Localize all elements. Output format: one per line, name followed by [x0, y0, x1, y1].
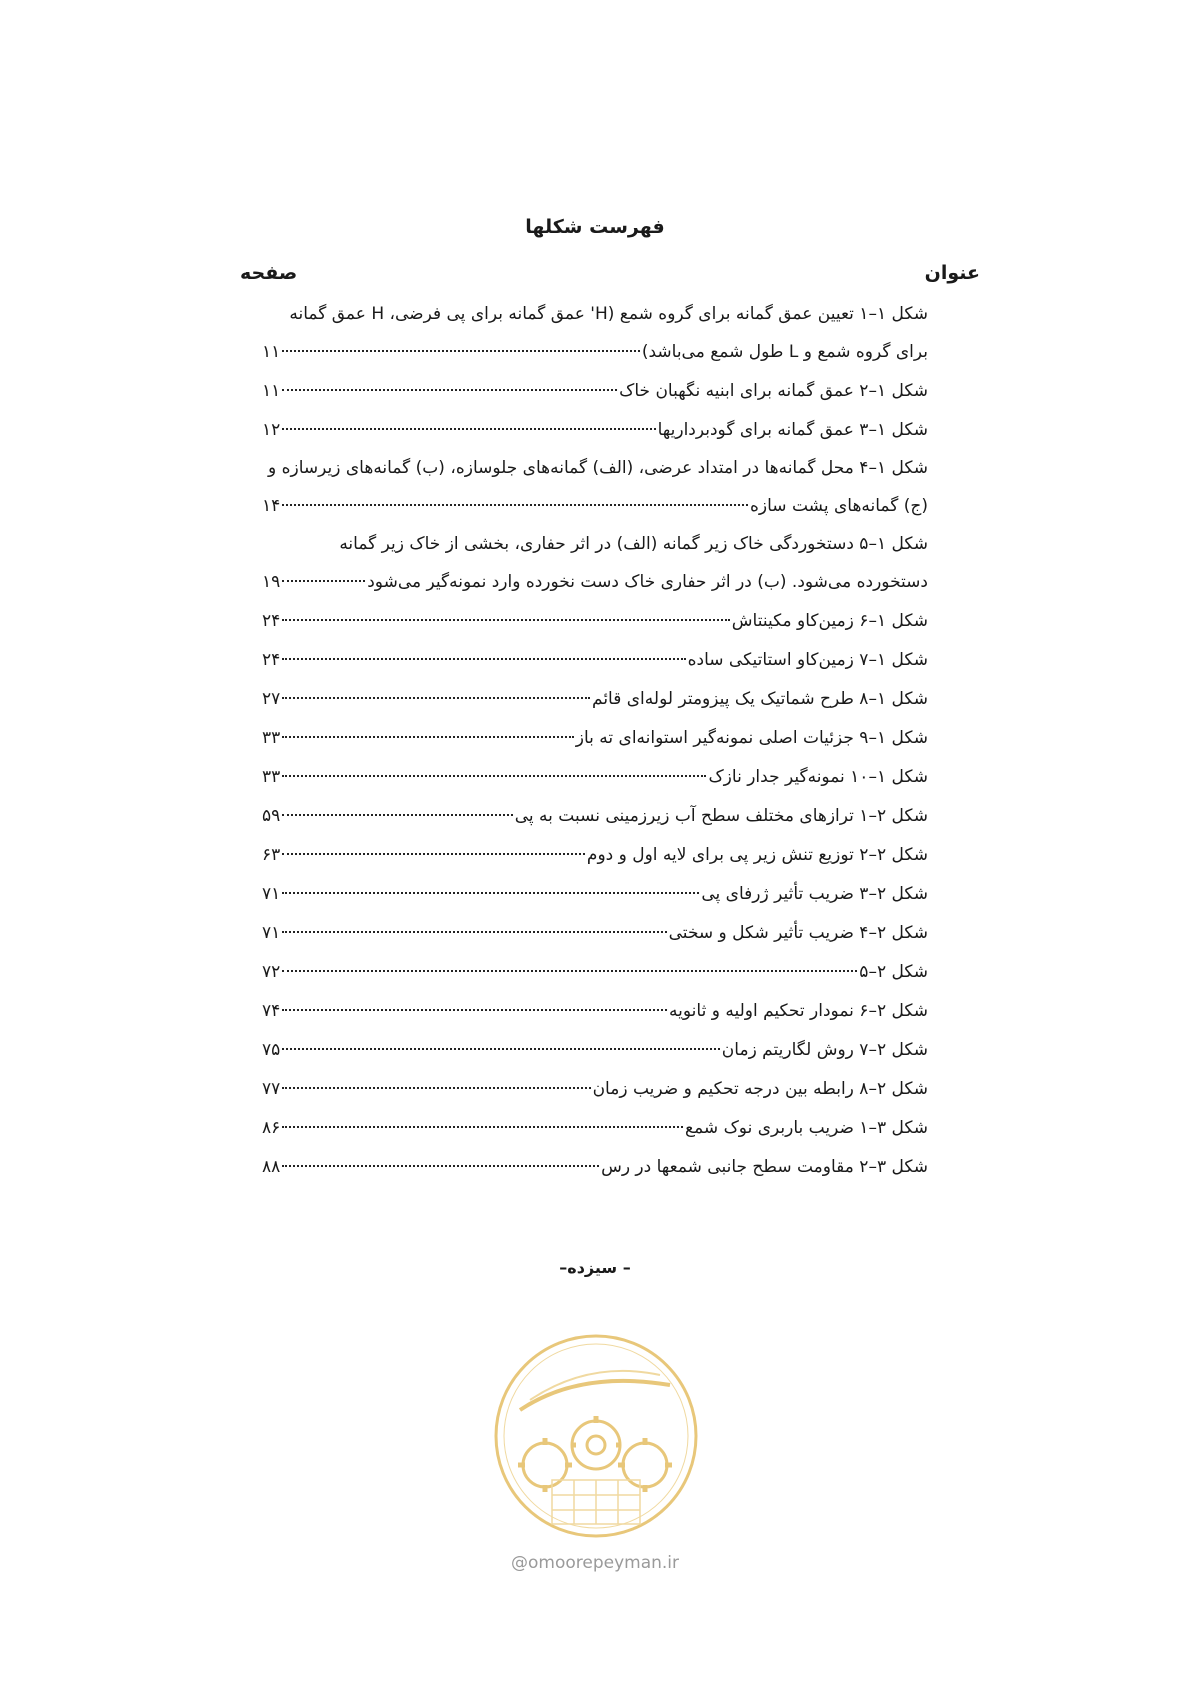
dot-leader — [282, 735, 573, 738]
toc-entry[interactable] — [262, 450, 928, 526]
toc-entry-title: شکل ۲–۳ ضریب تأثیر ژرفای پی — [701, 884, 928, 904]
toc-entry[interactable] — [262, 1148, 928, 1187]
toc-entry-page: ۲۷ — [262, 689, 281, 709]
toc-entry[interactable] — [262, 641, 928, 680]
toc-entry-title: شکل ۲–۵ — [859, 962, 928, 982]
toc-entry-page: ۱۹ — [262, 572, 281, 592]
toc-entry-title-line: شکل ۱–۵ دستخوردگی خاک زیر گمانه (الف) در اثر حفاری، بخشی از خاک زیر گمانه — [339, 534, 928, 554]
toc-entry[interactable] — [262, 875, 928, 914]
toc-entry-page: ۷۷ — [262, 1079, 281, 1099]
toc-entry-page: ۱۱ — [262, 381, 281, 401]
toc-entry-page: ۶۳ — [262, 845, 281, 865]
toc-entry-page: ۷۲ — [262, 962, 281, 982]
toc-entry-title: شکل ۱–۶ زمین‌کاو مکینتاش — [731, 611, 928, 631]
toc-entry[interactable] — [262, 411, 928, 450]
toc-entry-page: ۱۱ — [262, 342, 281, 362]
column-header-title: عنوان — [924, 262, 980, 284]
toc-entry[interactable] — [262, 719, 928, 758]
toc-entry-page: ۷۵ — [262, 1040, 281, 1060]
dot-leader — [282, 1047, 720, 1050]
toc-entry[interactable] — [262, 797, 928, 836]
toc-entry-title: شکل ۲–۲ توزیع تنش زیر پی برای لایه اول و دوم — [586, 845, 928, 865]
toc-entry-page: ۸۸ — [262, 1157, 281, 1177]
toc-entry-title-line: شکل ۱–۱ تعیین عمق گمانه برای گروه شمع (H' عمق گمانه برای پی فرضی، H عمق گمانه — [289, 304, 928, 324]
toc-entry-page: ۳۳ — [262, 767, 281, 787]
toc-entry-page: ۱۲ — [262, 420, 281, 440]
toc-entry-title: شکل ۱–۹ جزئیات اصلی نمونه‌گیر استوانه‌ای ته باز — [575, 728, 928, 748]
toc-entry-title: دستخورده می‌شود. (ب) در اثر حفاری خاک دست نخورده وارد نمونه‌گیر می‌شود — [367, 572, 928, 592]
toc-entry-title: برای گروه شمع و L طول شمع می‌باشد) — [641, 342, 928, 362]
dot-leader — [282, 1008, 667, 1011]
page-title: فهرست شکلها — [525, 216, 665, 238]
toc-entry-page: ۷۱ — [262, 923, 281, 943]
toc-entry[interactable] — [262, 602, 928, 641]
toc-entry-title: شکل ۲–۱ ترازهای مختلف سطح آب زیرزمینی نسبت به پی — [514, 806, 928, 826]
toc-entry-page: ۵۹ — [262, 806, 281, 826]
toc-entry-title: (ج) گمانه‌های پشت سازه — [750, 496, 928, 516]
toc-entry[interactable] — [262, 914, 928, 953]
toc-entry[interactable] — [262, 680, 928, 719]
watermark-url: @omoorepeyman.ir — [510, 1553, 680, 1573]
toc-entry-title: شکل ۲–۷ روش لگاریتم زمان — [721, 1040, 928, 1060]
toc-entry-page: ۷۱ — [262, 884, 281, 904]
dot-leader — [282, 891, 699, 894]
toc-entry-title: شکل ۳–۱ ضریب باربری نوک شمع — [685, 1118, 928, 1138]
dot-leader — [282, 1125, 683, 1128]
dot-leader — [282, 503, 748, 506]
toc-entry[interactable] — [262, 1109, 928, 1148]
watermark-logo — [490, 1330, 702, 1542]
toc-entry[interactable] — [262, 1031, 928, 1070]
toc-entry-title: شکل ۳–۲ مقاومت سطح جانبی شمعها در رس — [601, 1157, 928, 1177]
toc-entry-page: ۲۴ — [262, 650, 281, 670]
dot-leader — [282, 657, 685, 660]
toc-entry-title: شکل ۲–۸ رابطه بین درجه تحکیم و ضریب زمان — [592, 1079, 928, 1099]
toc-entry[interactable] — [262, 372, 928, 411]
dot-leader — [282, 388, 617, 391]
toc-entry[interactable] — [262, 1070, 928, 1109]
toc-entry-title: شکل ۱–۲ عمق گمانه برای ابنیه نگهبان خاک — [619, 381, 928, 401]
toc-entry[interactable] — [262, 836, 928, 875]
dot-leader — [282, 969, 857, 972]
column-header-page: صفحه — [240, 262, 298, 284]
toc-entry[interactable] — [262, 296, 928, 372]
toc-entry-page: ۳۳ — [262, 728, 281, 748]
dot-leader — [282, 579, 365, 582]
dot-leader — [282, 618, 730, 621]
toc-entry-page: ۷۴ — [262, 1001, 281, 1021]
dot-leader — [282, 852, 585, 855]
dot-leader — [282, 1164, 599, 1167]
dot-leader — [282, 427, 655, 430]
dot-leader — [282, 349, 640, 352]
toc-entry-title: شکل ۱–۳ عمق گمانه برای گودبرداریها — [657, 420, 928, 440]
toc-entry-title: شکل ۱–۷ زمین‌کاو استاتیکی ساده — [687, 650, 928, 670]
figure-list — [262, 296, 928, 1187]
toc-entry[interactable] — [262, 526, 928, 602]
dot-leader — [282, 813, 512, 816]
toc-entry-page: ۸۶ — [262, 1118, 281, 1138]
toc-entry-title: شکل ۱–۸ طرح شماتیک یک پیزومتر لوله‌ای قائم — [592, 689, 928, 709]
dot-leader — [282, 696, 590, 699]
toc-entry-title-line: شکل ۱–۴ محل گمانه‌ها در امتداد عرضی، (الف) گمانه‌های جلوسازه، (ب) گمانه‌های زیرسازه و — [267, 458, 928, 478]
toc-entry[interactable] — [262, 992, 928, 1031]
toc-entry[interactable] — [262, 758, 928, 797]
dot-leader — [282, 930, 666, 933]
toc-entry-title: شکل ۱–۱۰ نمونه‌گیر جدار نازک — [708, 767, 928, 787]
toc-entry-page: ۲۴ — [262, 611, 281, 631]
toc-entry-title: شکل ۲–۴ ضریب تأثیر شکل و سختی — [668, 923, 928, 943]
toc-entry[interactable] — [262, 953, 928, 992]
dot-leader — [282, 1086, 590, 1089]
dot-leader — [282, 774, 706, 777]
toc-entry-page: ۱۴ — [262, 496, 281, 516]
page-number-footer: – سیزده– — [559, 1258, 631, 1277]
toc-entry-title: شکل ۲–۶ نمودار تحکیم اولیه و ثانویه — [669, 1001, 928, 1021]
